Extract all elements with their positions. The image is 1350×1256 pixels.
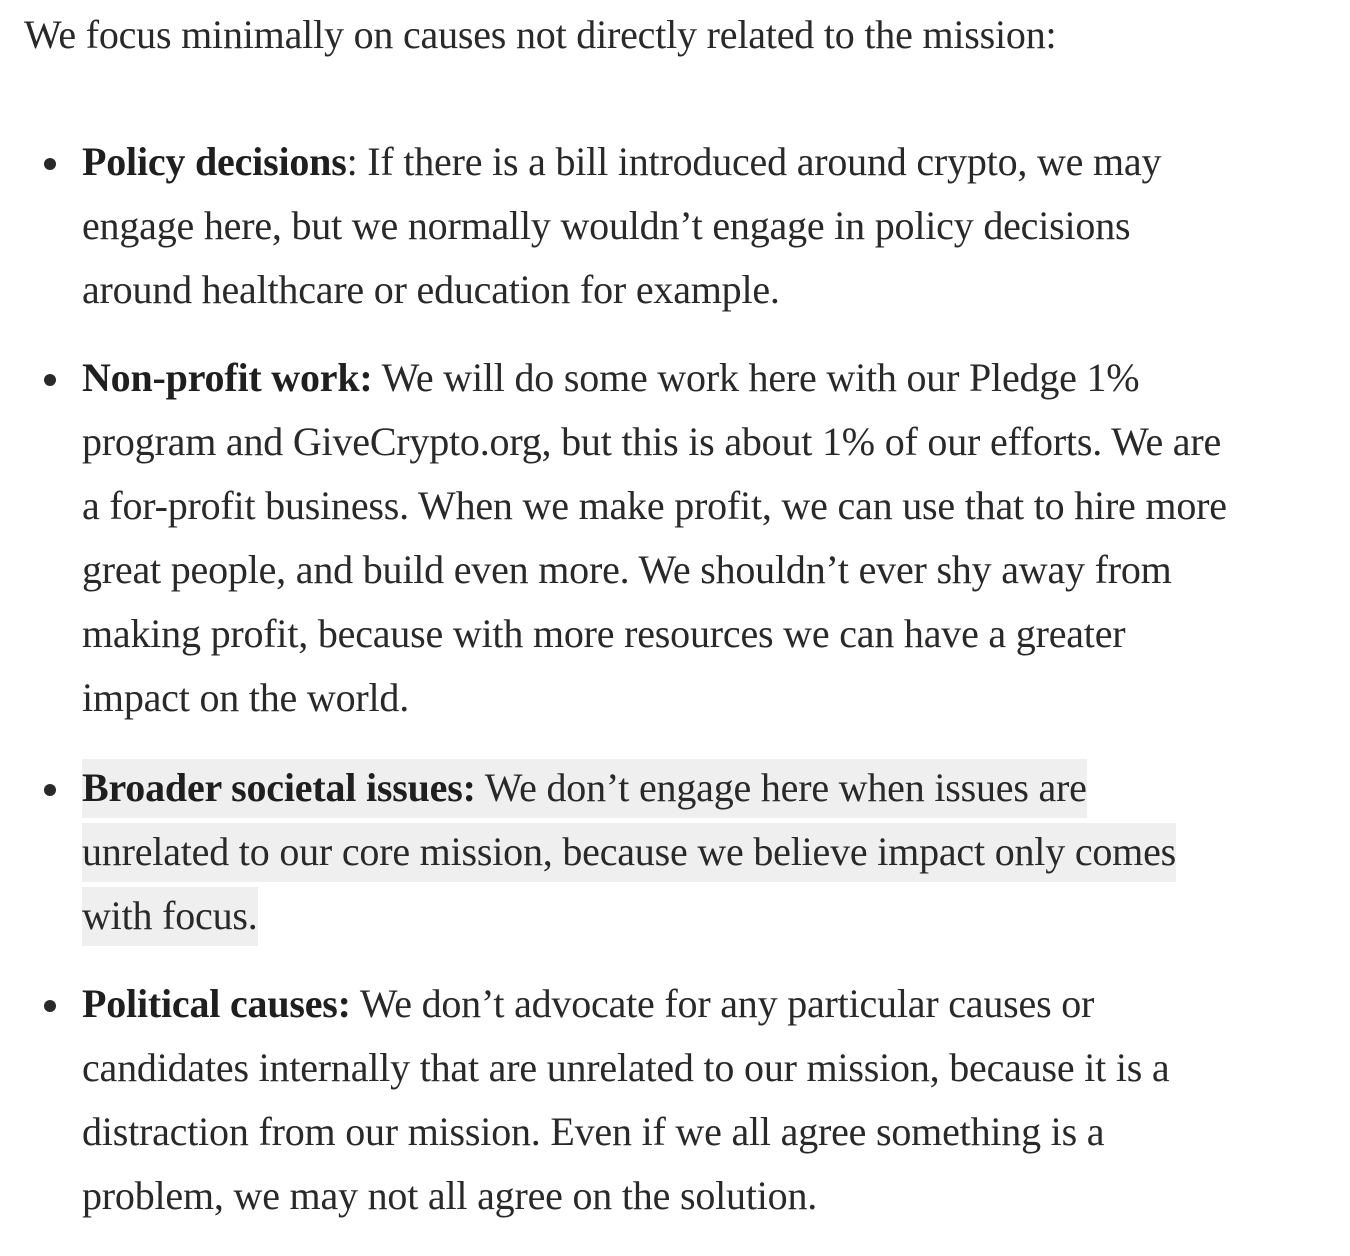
- bullet-dot: [44, 158, 56, 170]
- text-line: [82, 346, 1350, 410]
- text-line: [82, 972, 1350, 1036]
- text-line: [82, 820, 1350, 884]
- text-line: great people, and build even more. We shouldn’t ever shy away from: [82, 547, 1172, 592]
- item-text: We don’t engage here when issues are: [475, 765, 1087, 810]
- text-line: [82, 756, 1350, 820]
- bullet-dot: [44, 784, 56, 796]
- text-line: program and GiveCrypto.org, but this is about 1% of our efforts. We are: [82, 419, 1222, 464]
- text-line: around healthcare or education for example.: [82, 267, 780, 312]
- text-line: candidates internally that are unrelated to our mission, because it is a: [82, 1045, 1170, 1090]
- article-body: [24, 0, 1350, 1218]
- text-line: a for-profit business. When we make profit, we can use that to hire more: [82, 483, 1227, 528]
- text-highlight[interactable]: unrelated to our core mission, because we believe impact only comes: [82, 823, 1176, 882]
- list-item-text: [82, 756, 1350, 948]
- item-text: We will do some work here with our Pledge 1%: [372, 355, 1140, 400]
- text-line: making profit, because with more resources we can have a greater: [82, 611, 1126, 656]
- bullet-dot: [44, 1000, 56, 1012]
- text-line: impact on the world.: [82, 675, 410, 720]
- text-line: problem, we may not all agree on the solution.: [82, 1173, 818, 1218]
- text-line: distraction from our mission. Even if we all agree something is a: [82, 1109, 1105, 1154]
- bullet-dot: [44, 374, 56, 386]
- list-item-text: [82, 130, 1350, 322]
- text-line: [82, 884, 1350, 948]
- text-line: engage here, but we normally wouldn’t engage in policy decisions: [82, 203, 1131, 248]
- text-line: [82, 130, 1350, 194]
- item-term: Non-profit work:: [82, 355, 373, 400]
- item-term: Broader societal issues:: [82, 765, 476, 810]
- text-highlight[interactable]: with focus.: [82, 887, 258, 946]
- item-term: Policy decisions: [82, 139, 347, 184]
- item-text: : If there is a bill introduced around crypto, we may: [346, 139, 1162, 184]
- text-highlight[interactable]: [82, 759, 1087, 818]
- item-text: We don’t advocate for any particular causes or: [350, 981, 1095, 1026]
- list-item-text: [82, 346, 1350, 730]
- item-term: Political causes:: [82, 981, 351, 1026]
- list-item-text: [82, 972, 1350, 1228]
- intro-paragraph: We focus minimally on causes not directly related to the mission:: [24, 12, 1057, 57]
